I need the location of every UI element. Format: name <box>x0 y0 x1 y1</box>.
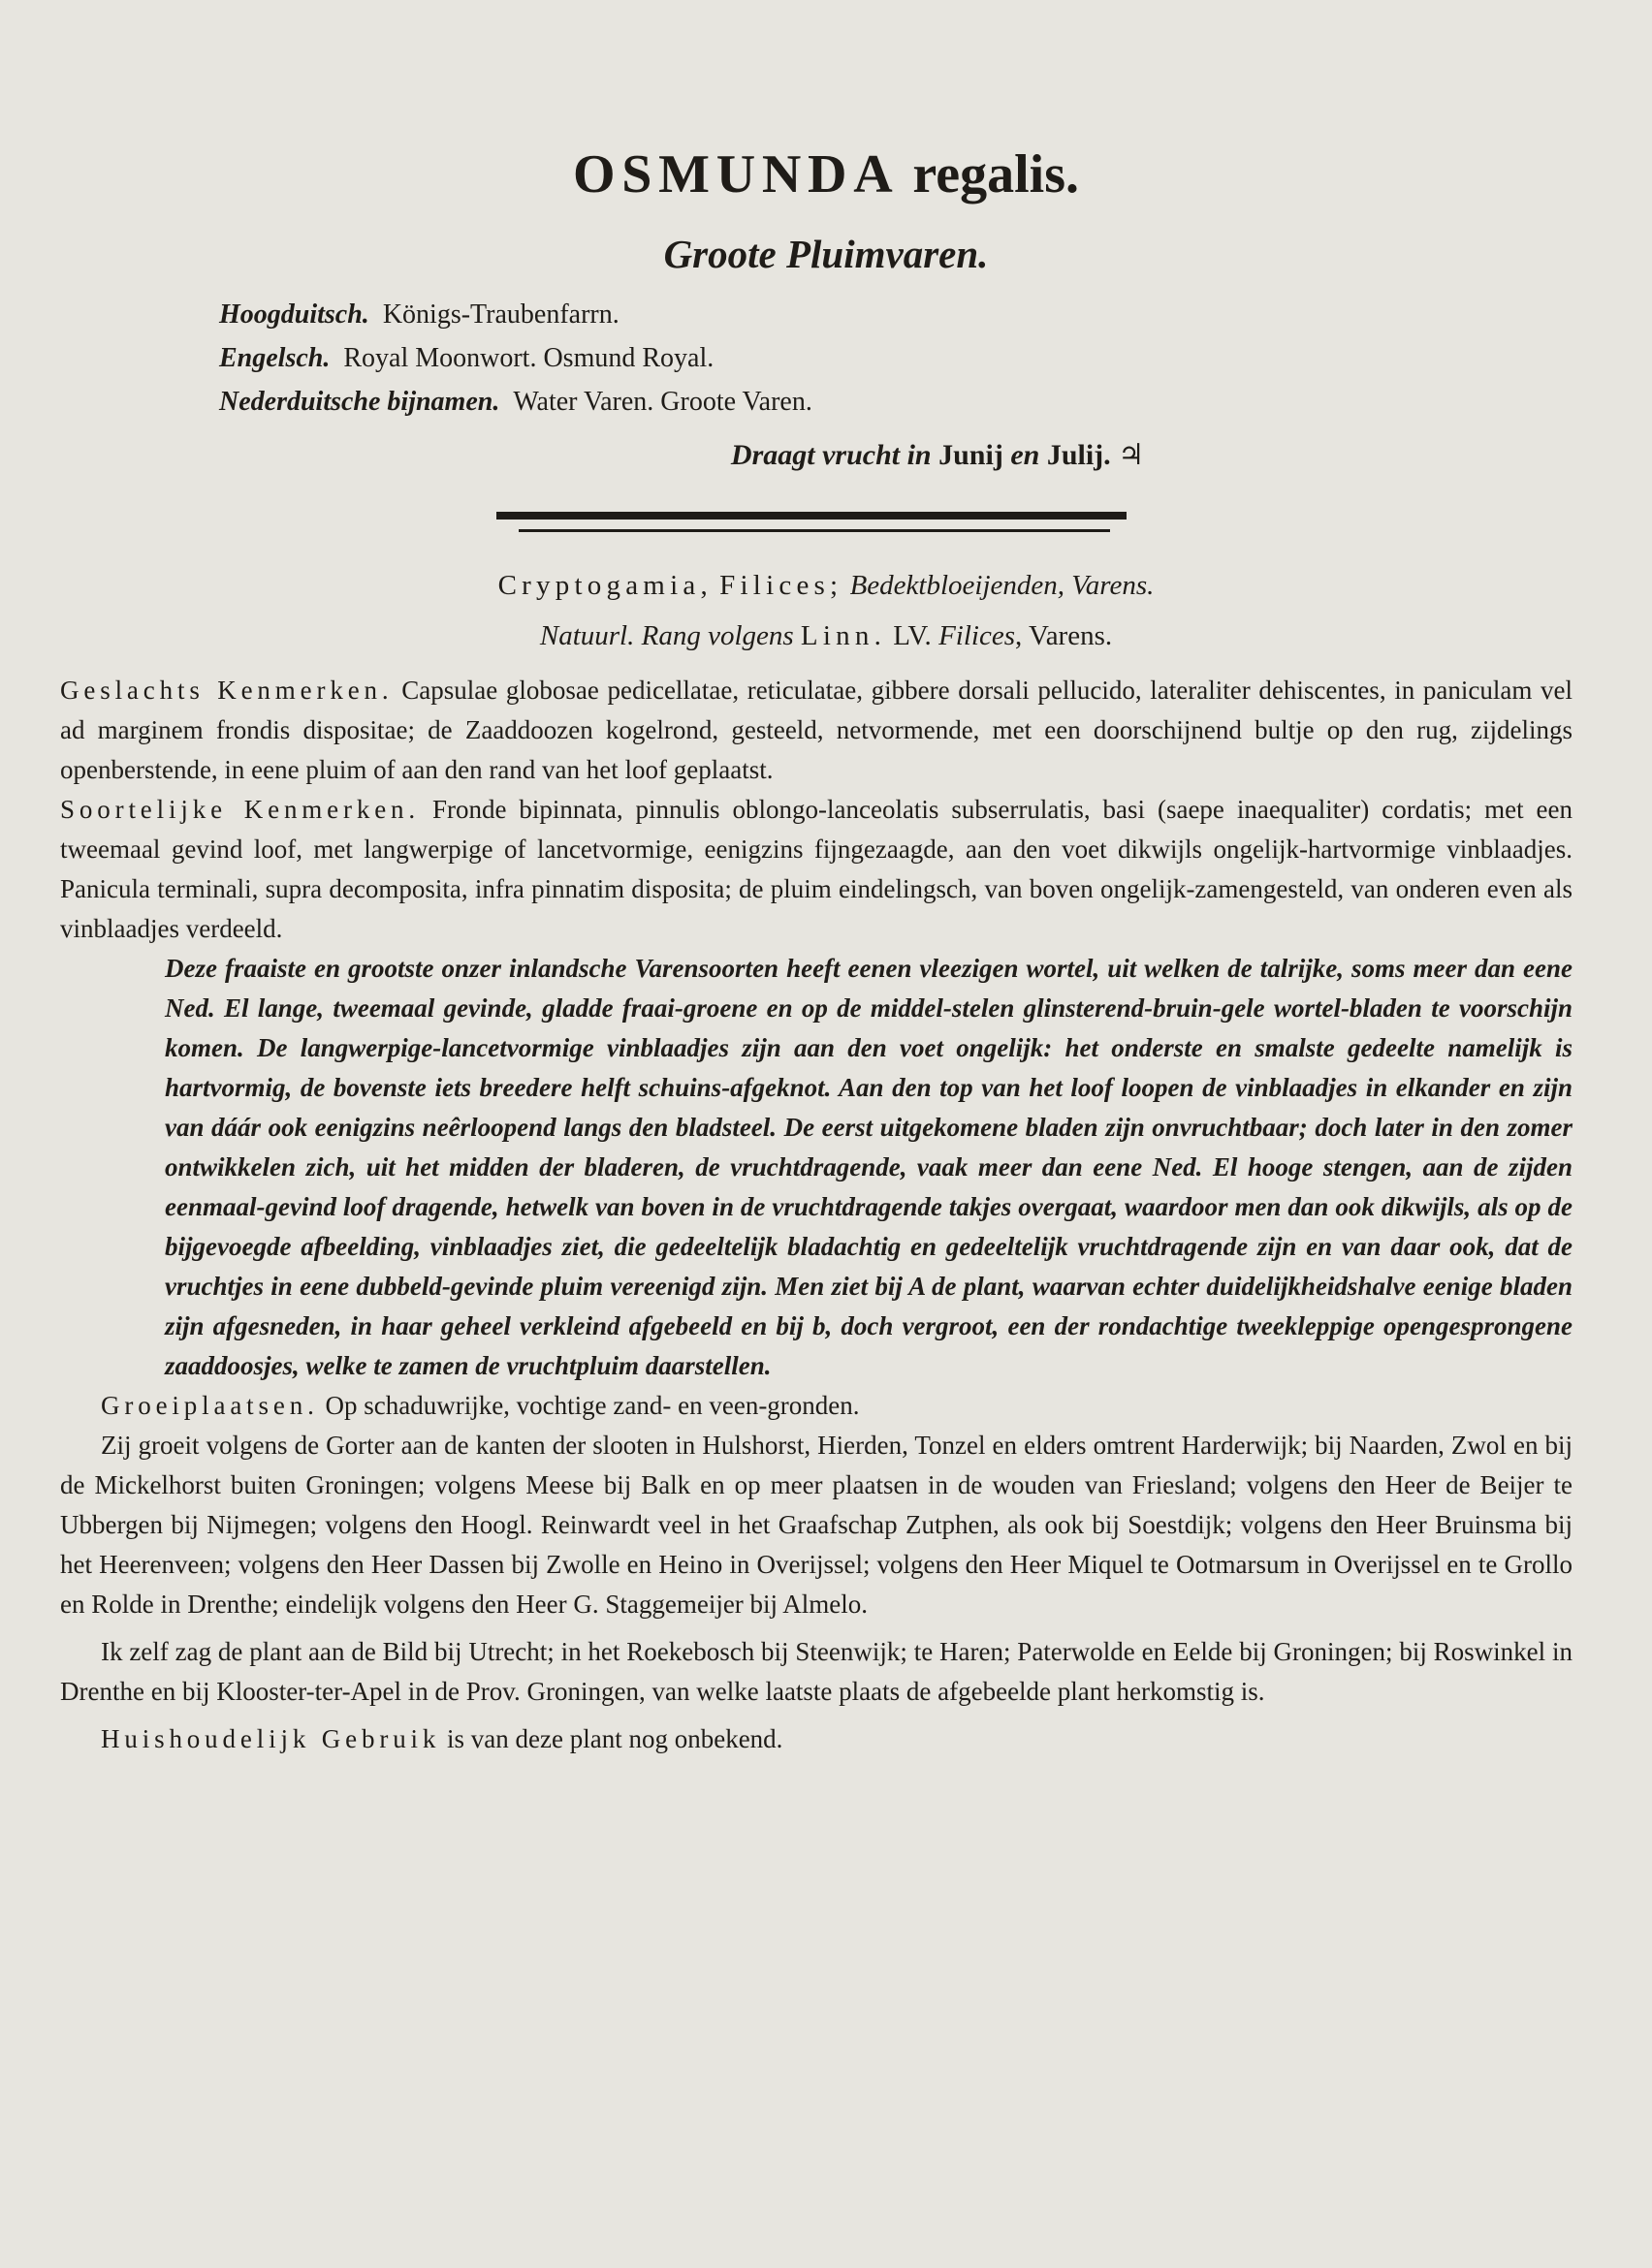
section-text: Fronde bipinnata, pinnulis oblongo-lanceolatis subserrulatis, basi (saepe inaequaliter) cordatis; met een tweemaal gevind loof, met langwerpige of lancetvormige, eenigzins fijngezaagde, aan den voet dikwijls ongelijk-hartvormige vinblaadjes. Panicula terminali, supra decomposita, infra pinnatim disposita; de pluim eindelingsch, van boven ongelijk-zamengesteld, van onderen even als vinblaadjes verdeeld. <box>60 795 1573 943</box>
class-order: Filices; <box>719 570 843 601</box>
title-species: regalis. <box>912 144 1079 205</box>
name-value: Königs-Traubenfarrn. <box>382 299 620 330</box>
section-text: is van deze plant nog onbekend. <box>447 1724 783 1753</box>
section-label: Groeiplaatsen. <box>101 1391 319 1420</box>
household-use <box>60 1719 1573 1759</box>
divider-thick <box>496 512 1127 520</box>
title-genus: OSMUNDA <box>573 144 900 205</box>
own-finds: Ik zelf zag de plant aan de Bild bij Utrecht; in het Roekebosch bij Steenwijk; te Haren; Paterwolde en Eelde bij Groningen; bij Roswinkel in Drenthe en bij Klooster-ter-Apel in de Prov. Groningen, van welke laatste plaats de afgebeelde plant herkomstig is. <box>60 1637 1573 1706</box>
plant-description: Deze fraaiste en grootste onzer inlandsche Varensoorten heeft eenen vleezigen wortel, uit welken de talrijke, soms meer dan eene Ned. El lange, tweemaal gevinde, gladde fraai-groene en op de middel-stelen glinsterend-bruin-gele wortel-bladen te voorschijn komen. De langwerpige-lancetvormige vinblaadjes zijn aan den voet ongelijk: het onderste en smalste gedeelte namelijk is hartvormig, de bovenste iets breedere helft schuins-afgeknot. Aan den top van het loof loopen de vinblaadjes in elkander en zijn van dáár ook eenigzins neêrloopend langs den bladsteel. De eerst uitgekomene bladen zijn onvruchtbaar; doch later in den zomer ontwikkelen zich, uit het midden der bladeren, de vruchtdragende, vaak meer dan eene Ned. El hooge stengen, aan de zijden eenmaal-gevind loof dragende, hetwelk van boven in de vruchtdragende takjes overgaat, waardoor men dan ook dikwijls, als op de bijgevoegde afbeelding, vinblaadjes ziet, die gedeeltelijk bladachtig en gedeeltelijk vruchtdragende zijn en van daar ook, dat de vruchtjes in eene dubbeld-gevinde pluim vereenigd zijn. Men ziet bij A de plant, waarvan echter duidelijkheidshalve eenige bladen zijn afgesneden, in haar geheel verkleind afgebeeld en bij b, doch vergroot, een der rondachtige tweekleppige opengesprongene zaaddoosjes, welke te zamen de vruchtpluim daarstellen. <box>165 954 1573 1380</box>
locations: Zij groeit volgens de Gorter aan de kanten der slooten in Hulshorst, Hierden, Tonzel en elders omtrent Harderwijk; bij Naarden, Zwol en bij de Mickelhorst buiten Groningen; volgens Meese bij Balk en op meer plaatsen in de wouden van Friesland; volgens den Heer de Beijer te Ubbergen bij Nijmegen; volgens den Hoogl. Reinwardt veel in het Graafschap Zutphen, als ook bij Soestdijk; volgens den Heer Bruinsma bij het Heerenveen; volgens den Heer Dassen bij Zwolle en Heino in Overijssel; volgens den Heer Miquel te Ootmarsum in Overijssel en te Grollo en Rolde in Drenthe; eindelijk volgens den Heer G. Staggemeijer bij Almelo. <box>60 1431 1573 1619</box>
section-text: Op schaduwrijke, vochtige zand- en veen-gronden. <box>325 1391 860 1420</box>
species-characters <box>60 790 1573 949</box>
name-value: Royal Moonwort. Osmund Royal. <box>343 343 715 373</box>
name-value: Water Varen. Groote Varen. <box>513 387 812 417</box>
perennial-symbol: ♃ <box>1118 439 1145 471</box>
habitat <box>60 1386 1573 1426</box>
flowering-month-1: Junij <box>938 439 1003 471</box>
section-label: Geslachts Kenmerken. <box>60 676 394 705</box>
rank-number: LV. <box>893 620 932 651</box>
body-text <box>60 671 1573 1759</box>
linnaeus: Linn. <box>800 620 887 651</box>
name-row-english <box>219 336 812 380</box>
rank-filices: Filices <box>938 620 1015 651</box>
name-label: Engelsch. <box>219 343 331 373</box>
name-row-german <box>219 293 812 336</box>
flowering-month-2: Julij. <box>1046 439 1111 471</box>
common-names <box>219 293 812 424</box>
name-label: Hoogduitsch. <box>219 299 369 330</box>
flowering-and: en <box>1010 439 1040 471</box>
divider-thin <box>519 529 1110 532</box>
flowering-text: Draagt vrucht in <box>730 439 932 471</box>
section-text: Capsulae globosae pedicellatae, reticulatae, gibbere dorsali pellucido, lateraliter dehiscentes, in paniculam vel ad marginem frondis dispositae; de Zaaddoozen kogelrond, gesteeld, netvormende, met een doorschijnend bultje op den rug, zijdelings openberstende, in eene pluim of aan den rand van het loof geplaatst. <box>60 676 1573 784</box>
class-system: Cryptogamia, <box>497 570 713 601</box>
page-title <box>0 145 1652 205</box>
name-label: Nederduitsche bijnamen. <box>219 387 500 417</box>
classification-system <box>0 570 1652 602</box>
flowering-line <box>0 438 1652 472</box>
natural-rank-label: Natuurl. Rang volgens <box>539 620 794 651</box>
section-label: Soortelijke Kenmerken. <box>60 795 421 824</box>
genus-characters <box>60 671 1573 790</box>
classification-natural <box>0 620 1652 652</box>
page-subtitle: Groote Pluimvaren. <box>663 232 989 276</box>
rank-varens: , Varens. <box>1014 620 1113 651</box>
class-dutch: Bedektbloeijenden, Varens. <box>849 570 1155 601</box>
name-row-dutch <box>219 380 812 424</box>
section-label: Huishoudelijk Gebruik <box>101 1724 441 1753</box>
